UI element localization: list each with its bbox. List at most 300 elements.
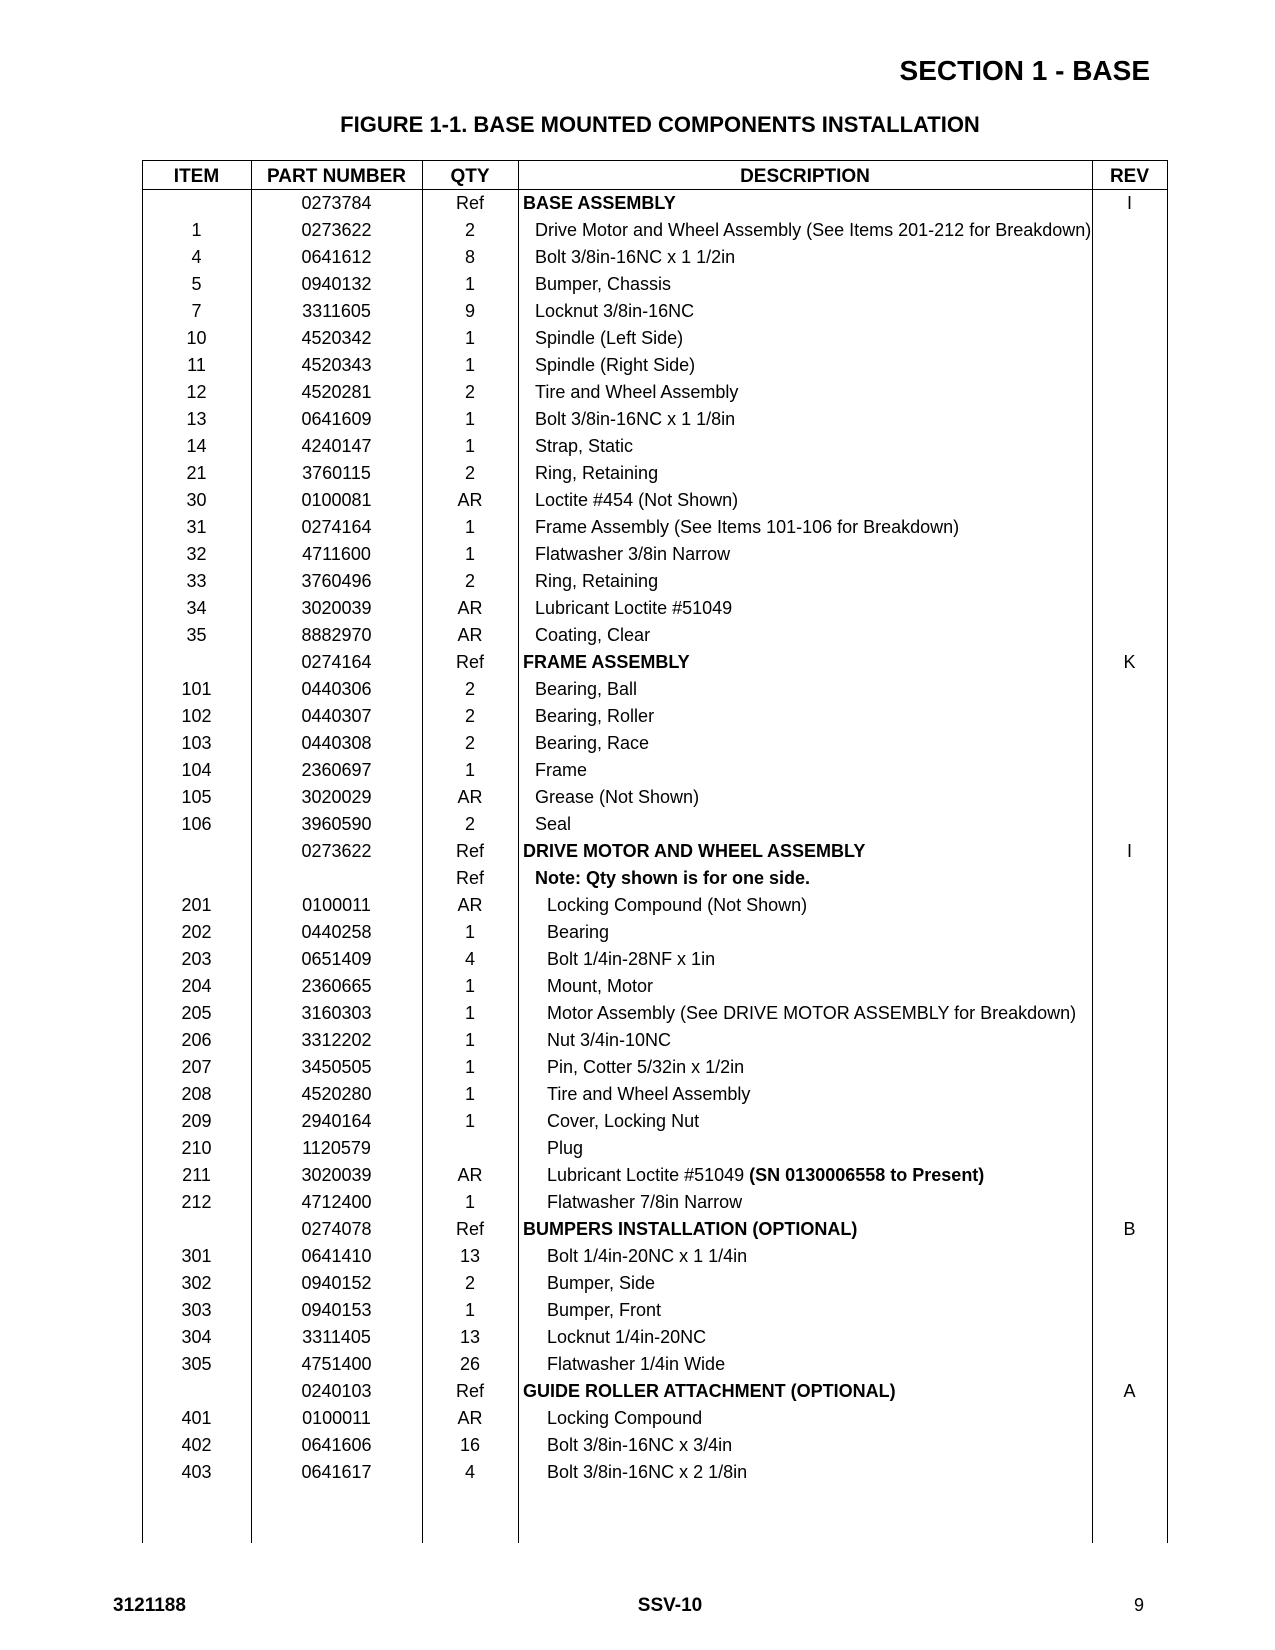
description-text: Frame Assembly (See Items 101-106 for Breakdown) bbox=[535, 517, 960, 537]
table-row bbox=[142, 190, 1167, 217]
description-cell bbox=[518, 814, 1092, 835]
qty-cell: AR bbox=[457, 598, 483, 618]
table-row bbox=[142, 865, 1167, 892]
description-cell bbox=[518, 895, 1092, 916]
qty-cell: 16 bbox=[459, 1435, 481, 1455]
qty-cell: 1 bbox=[464, 436, 475, 456]
qty-cell: Ref bbox=[455, 1219, 484, 1239]
qty-cell: 2 bbox=[464, 1273, 475, 1293]
description-cell bbox=[518, 193, 1092, 214]
description-text: Grease (Not Shown) bbox=[535, 787, 700, 807]
rev-cell bbox=[1092, 544, 1167, 565]
part-number-cell: 0274164 bbox=[301, 652, 372, 672]
item-cell: 102 bbox=[181, 706, 212, 726]
qty-cell: Ref bbox=[455, 1381, 484, 1401]
qty-cell: Ref bbox=[455, 193, 484, 213]
qty-cell: Ref bbox=[455, 652, 484, 672]
table-row bbox=[142, 1027, 1167, 1054]
item-cell: 34 bbox=[186, 598, 207, 618]
part-number-cell: 3450505 bbox=[301, 1057, 372, 1077]
qty-cell: AR bbox=[457, 1408, 483, 1428]
description-cell bbox=[518, 787, 1092, 808]
description-cell bbox=[518, 1219, 1092, 1240]
description-text: Seal bbox=[535, 814, 572, 834]
rev-cell bbox=[1092, 355, 1167, 376]
description-cell bbox=[518, 1273, 1092, 1294]
part-number-cell: 4520280 bbox=[301, 1084, 372, 1104]
rev-cell bbox=[1092, 1057, 1167, 1078]
description-text: Motor Assembly (See DRIVE MOTOR ASSEMBLY for Breakdown) bbox=[547, 1003, 1077, 1023]
description-text: Spindle (Right Side) bbox=[535, 355, 696, 375]
qty-cell: 1 bbox=[464, 1300, 475, 1320]
description-cell bbox=[518, 1084, 1092, 1105]
document-number: 3121188 bbox=[113, 1595, 186, 1616]
item-cell: 301 bbox=[181, 1246, 212, 1266]
description-text: Bearing bbox=[547, 922, 610, 942]
description-cell bbox=[518, 490, 1092, 511]
qty-cell: 1 bbox=[464, 976, 475, 996]
part-number-cell: 4520343 bbox=[301, 355, 372, 375]
description-text: Bearing, Race bbox=[535, 733, 650, 753]
description-cell bbox=[518, 976, 1092, 997]
model-name: SSV-10 bbox=[637, 1595, 703, 1616]
item-cell: 402 bbox=[181, 1435, 212, 1455]
table-row bbox=[142, 406, 1167, 433]
table-row bbox=[142, 649, 1167, 676]
description-cell bbox=[518, 355, 1092, 376]
table-row bbox=[142, 1081, 1167, 1108]
description-text: Bolt 3/8in-16NC x 1 1/2in bbox=[535, 247, 736, 267]
rev-cell bbox=[1092, 1462, 1167, 1483]
description-text: Cover, Locking Nut bbox=[547, 1111, 700, 1131]
part-number-cell: 4712400 bbox=[301, 1192, 372, 1212]
description-text: Bolt 3/8in-16NC x 2 1/8in bbox=[547, 1462, 748, 1482]
description-cell bbox=[518, 868, 1092, 889]
qty-cell: 1 bbox=[464, 922, 475, 942]
item-cell: 12 bbox=[186, 382, 207, 402]
item-cell: 206 bbox=[181, 1030, 212, 1050]
description-text: Bolt 1/4in-20NC x 1 1/4in bbox=[547, 1246, 748, 1266]
item-cell: 105 bbox=[181, 787, 212, 807]
part-number-cell: 0641410 bbox=[301, 1246, 372, 1266]
item-cell: 4 bbox=[191, 247, 202, 267]
description-text: Lubricant Loctite #51049 bbox=[547, 1165, 745, 1185]
rev-cell bbox=[1092, 463, 1167, 484]
description-text: Bolt 3/8in-16NC x 3/4in bbox=[547, 1435, 733, 1455]
description-cell bbox=[518, 571, 1092, 592]
rev-cell bbox=[1092, 1111, 1167, 1132]
description-cell bbox=[518, 220, 1092, 241]
qty-cell: Ref bbox=[455, 868, 484, 888]
item-cell: 7 bbox=[191, 301, 202, 321]
description-text: Ring, Retaining bbox=[535, 571, 659, 591]
part-number-cell: 3020039 bbox=[301, 1165, 372, 1185]
part-number-cell: 0100011 bbox=[302, 1408, 371, 1428]
table-row bbox=[142, 757, 1167, 784]
rev-cell bbox=[1092, 679, 1167, 700]
table-row bbox=[142, 1378, 1167, 1405]
table-row bbox=[142, 352, 1167, 379]
description-text: Lubricant Loctite #51049 bbox=[535, 598, 733, 618]
item-cell: 303 bbox=[181, 1300, 212, 1320]
table-right-border bbox=[1167, 160, 1168, 1543]
part-number-cell bbox=[251, 868, 422, 889]
part-number-cell: 0273784 bbox=[301, 193, 372, 213]
rev-cell bbox=[1092, 1327, 1167, 1348]
part-number-cell: 3312202 bbox=[301, 1030, 372, 1050]
item-cell: 207 bbox=[181, 1057, 212, 1077]
part-number-cell: 0440258 bbox=[301, 922, 372, 942]
rev-cell bbox=[1092, 976, 1167, 997]
rev-cell bbox=[1092, 436, 1167, 457]
item-cell: 208 bbox=[181, 1084, 212, 1104]
rev-cell bbox=[1092, 382, 1167, 403]
rev-cell bbox=[1092, 1246, 1167, 1267]
description-cell bbox=[518, 1057, 1092, 1078]
qty-cell: 1 bbox=[464, 328, 475, 348]
description-cell bbox=[518, 679, 1092, 700]
description-text: Spindle (Left Side) bbox=[535, 328, 684, 348]
rev-cell bbox=[1092, 328, 1167, 349]
part-number-cell: 2360697 bbox=[301, 760, 372, 780]
item-cell: 201 bbox=[181, 895, 212, 915]
table-row bbox=[142, 1297, 1167, 1324]
description-text: BUMPERS INSTALLATION (OPTIONAL) bbox=[523, 1219, 858, 1239]
description-cell bbox=[518, 625, 1092, 646]
item-cell: 202 bbox=[181, 922, 212, 942]
part-number-cell: 0273622 bbox=[301, 220, 372, 240]
description-text: Ring, Retaining bbox=[535, 463, 659, 483]
part-number-cell: 0940152 bbox=[301, 1273, 372, 1293]
rev-cell bbox=[1092, 409, 1167, 430]
rev-cell bbox=[1092, 490, 1167, 511]
table-row bbox=[142, 379, 1167, 406]
table-row bbox=[142, 1432, 1167, 1459]
description-text: Bolt 1/4in-28NF x 1in bbox=[547, 949, 716, 969]
qty-cell: 8 bbox=[464, 247, 475, 267]
table-row bbox=[142, 433, 1167, 460]
description-text: Tire and Wheel Assembly bbox=[535, 382, 739, 402]
item-cell: 13 bbox=[186, 409, 207, 429]
rev-cell bbox=[1092, 895, 1167, 916]
column-header-item: ITEM bbox=[173, 166, 220, 187]
qty-cell: 4 bbox=[464, 1462, 475, 1482]
rev-cell bbox=[1092, 301, 1167, 322]
description-text: Bumper, Side bbox=[547, 1273, 656, 1293]
rev-cell bbox=[1092, 598, 1167, 619]
part-number-cell: 8882970 bbox=[301, 625, 372, 645]
rev-cell bbox=[1092, 868, 1167, 889]
part-number-cell: 4240147 bbox=[301, 436, 372, 456]
description-text: Locknut 3/8in-16NC bbox=[535, 301, 695, 321]
part-number-cell: 0940153 bbox=[301, 1300, 372, 1320]
description-cell bbox=[518, 1462, 1092, 1483]
description-cell bbox=[518, 922, 1092, 943]
item-cell: 209 bbox=[181, 1111, 212, 1131]
table-row bbox=[142, 973, 1167, 1000]
rev-cell bbox=[1092, 922, 1167, 943]
qty-cell: Ref bbox=[455, 841, 484, 861]
item-cell: 211 bbox=[182, 1165, 211, 1185]
rev-cell bbox=[1092, 1138, 1167, 1159]
description-cell bbox=[518, 1111, 1092, 1132]
part-number-cell: 3311405 bbox=[302, 1327, 371, 1347]
column-header-description: DESCRIPTION bbox=[740, 166, 870, 187]
description-cell bbox=[518, 274, 1092, 295]
part-number-cell: 0274078 bbox=[301, 1219, 372, 1239]
rev-cell: K bbox=[1123, 652, 1136, 672]
description-text: BASE ASSEMBLY bbox=[523, 193, 676, 213]
part-number-cell: 3020039 bbox=[301, 598, 372, 618]
qty-cell: 1 bbox=[464, 1057, 475, 1077]
description-cell bbox=[518, 1435, 1092, 1456]
figure-title: FIGURE 1-1. BASE MOUNTED COMPONENTS INSTALLATION bbox=[340, 112, 980, 137]
table-row bbox=[142, 217, 1167, 244]
description-text: Drive Motor and Wheel Assembly (See Items 201-212 for Breakdown) bbox=[535, 220, 1092, 240]
qty-cell: 1 bbox=[464, 517, 475, 537]
item-cell: 103 bbox=[181, 733, 212, 753]
description-cell bbox=[518, 652, 1092, 673]
qty-cell: 2 bbox=[464, 220, 475, 240]
description-cell bbox=[518, 1327, 1092, 1348]
item-cell: 5 bbox=[191, 274, 202, 294]
rev-cell: B bbox=[1123, 1219, 1136, 1239]
table-row bbox=[142, 1270, 1167, 1297]
description-cell bbox=[518, 598, 1092, 619]
qty-cell: 2 bbox=[464, 571, 475, 591]
table-header bbox=[142, 160, 1167, 189]
rev-cell bbox=[1092, 949, 1167, 970]
table-row bbox=[142, 946, 1167, 973]
part-number-cell: 2360665 bbox=[301, 976, 372, 996]
table-row bbox=[142, 919, 1167, 946]
part-number-cell: 0641617 bbox=[301, 1462, 372, 1482]
description-text: Bumper, Front bbox=[547, 1300, 662, 1320]
qty-cell: 2 bbox=[464, 679, 475, 699]
description-cell bbox=[518, 436, 1092, 457]
description-text: Bearing, Ball bbox=[535, 679, 638, 699]
description-text: Locking Compound bbox=[547, 1408, 703, 1428]
rev-cell bbox=[1092, 1084, 1167, 1105]
rev-cell bbox=[1092, 220, 1167, 241]
section-title: SECTION 1 - BASE bbox=[899, 55, 1150, 86]
rev-cell bbox=[1092, 1300, 1167, 1321]
qty-cell: 1 bbox=[464, 544, 475, 564]
item-cell bbox=[142, 868, 251, 889]
rev-cell bbox=[1092, 1273, 1167, 1294]
item-cell: 403 bbox=[181, 1462, 212, 1482]
rev-cell bbox=[1092, 706, 1167, 727]
rev-cell bbox=[1092, 1435, 1167, 1456]
qty-cell: 13 bbox=[459, 1246, 481, 1266]
table-row bbox=[142, 460, 1167, 487]
description-cell bbox=[518, 1165, 1092, 1186]
description-text: Plug bbox=[547, 1138, 584, 1158]
table-row bbox=[142, 541, 1167, 568]
description-cell bbox=[518, 301, 1092, 322]
qty-cell: 1 bbox=[464, 1030, 475, 1050]
part-number-cell: 0641612 bbox=[301, 247, 372, 267]
rev-cell: I bbox=[1126, 841, 1132, 861]
part-number-cell: 3311605 bbox=[302, 301, 371, 321]
part-number-cell: 4711600 bbox=[302, 544, 371, 564]
description-cell bbox=[518, 409, 1092, 430]
description-text: Flatwasher 7/8in Narrow bbox=[547, 1192, 743, 1212]
page-number: 9 bbox=[1133, 1595, 1144, 1615]
description-text: Tire and Wheel Assembly bbox=[547, 1084, 751, 1104]
description-text: Locknut 1/4in-20NC bbox=[547, 1327, 707, 1347]
item-cell: 401 bbox=[181, 1408, 212, 1428]
item-cell: 204 bbox=[181, 976, 212, 996]
part-number-cell: 0651409 bbox=[301, 949, 372, 969]
table-row bbox=[142, 1189, 1167, 1216]
item-cell bbox=[142, 652, 251, 673]
table-row bbox=[142, 595, 1167, 622]
description-text: GUIDE ROLLER ATTACHMENT (OPTIONAL) bbox=[523, 1381, 896, 1401]
qty-cell: 2 bbox=[464, 706, 475, 726]
table-row bbox=[142, 1324, 1167, 1351]
qty-cell: 1 bbox=[464, 409, 475, 429]
description-cell bbox=[518, 1138, 1092, 1159]
part-number-cell: 0100081 bbox=[301, 490, 372, 510]
table-row bbox=[142, 244, 1167, 271]
table-row bbox=[142, 514, 1167, 541]
item-cell: 104 bbox=[181, 760, 212, 780]
rev-cell bbox=[1092, 571, 1167, 592]
part-number-cell: 3760115 bbox=[302, 463, 371, 483]
qty-cell: 2 bbox=[464, 733, 475, 753]
rev-cell bbox=[1092, 787, 1167, 808]
qty-cell: 1 bbox=[464, 1192, 475, 1212]
item-cell: 205 bbox=[181, 1003, 212, 1023]
rev-cell bbox=[1092, 1408, 1167, 1429]
description-cell bbox=[518, 1030, 1092, 1051]
description-cell bbox=[518, 760, 1092, 781]
table-row bbox=[142, 892, 1167, 919]
part-number-cell: 3160303 bbox=[301, 1003, 372, 1023]
description-text: FRAME ASSEMBLY bbox=[523, 652, 690, 672]
qty-cell: 2 bbox=[464, 463, 475, 483]
part-number-cell: 0100011 bbox=[302, 895, 371, 915]
table-row bbox=[142, 622, 1167, 649]
description-text: Flatwasher 3/8in Narrow bbox=[535, 544, 731, 564]
rev-cell bbox=[1092, 625, 1167, 646]
table-row bbox=[142, 1351, 1167, 1378]
part-number-cell: 0641609 bbox=[301, 409, 372, 429]
qty-cell: AR bbox=[457, 787, 483, 807]
parts-table bbox=[142, 160, 1167, 1543]
part-number-cell: 0440308 bbox=[301, 733, 372, 753]
rev-cell bbox=[1092, 814, 1167, 835]
rev-cell: I bbox=[1126, 193, 1132, 213]
part-number-cell: 3960590 bbox=[301, 814, 372, 834]
description-text: Pin, Cotter 5/32in x 1/2in bbox=[547, 1057, 745, 1077]
item-cell: 10 bbox=[186, 328, 207, 348]
item-cell: 302 bbox=[181, 1273, 212, 1293]
description-text: Frame bbox=[535, 760, 588, 780]
part-number-cell: 4520281 bbox=[301, 382, 372, 402]
column-header-rev: REV bbox=[1109, 166, 1150, 187]
item-cell bbox=[142, 841, 251, 862]
description-cell bbox=[518, 1354, 1092, 1375]
item-cell: 203 bbox=[181, 949, 212, 969]
column-header-qty: QTY bbox=[450, 166, 490, 187]
qty-cell: 2 bbox=[464, 382, 475, 402]
description-cell bbox=[518, 517, 1092, 538]
description-cell bbox=[518, 463, 1092, 484]
description-text: Note: Qty shown is for one side. bbox=[535, 868, 811, 888]
item-cell: 305 bbox=[181, 1354, 212, 1374]
serial-range-note: (SN 0130006558 to Present) bbox=[749, 1165, 985, 1185]
rev-cell bbox=[1092, 1192, 1167, 1213]
description-text: Locking Compound (Not Shown) bbox=[547, 895, 808, 915]
item-cell: 304 bbox=[181, 1327, 212, 1347]
description-cell bbox=[518, 1003, 1092, 1024]
description-cell bbox=[518, 706, 1092, 727]
description-cell bbox=[518, 841, 1092, 862]
table-row bbox=[142, 568, 1167, 595]
part-number-cell: 0440307 bbox=[301, 706, 372, 726]
rev-cell bbox=[1092, 1354, 1167, 1375]
item-cell: 33 bbox=[186, 571, 207, 591]
rev-cell bbox=[1092, 1165, 1167, 1186]
part-number-cell: 0273622 bbox=[301, 841, 372, 861]
description-cell bbox=[518, 382, 1092, 403]
description-cell bbox=[518, 1408, 1092, 1429]
table-row bbox=[142, 325, 1167, 352]
item-cell: 30 bbox=[186, 490, 207, 510]
table-row bbox=[142, 1405, 1167, 1432]
table-row bbox=[142, 298, 1167, 325]
description-text: Bearing, Roller bbox=[535, 706, 655, 726]
part-number-cell: 0440306 bbox=[301, 679, 372, 699]
description-cell bbox=[518, 1246, 1092, 1267]
table-row bbox=[142, 271, 1167, 298]
description-text: DRIVE MOTOR AND WHEEL ASSEMBLY bbox=[523, 841, 866, 861]
qty-cell: AR bbox=[457, 1165, 483, 1185]
description-text: Nut 3/4in-10NC bbox=[547, 1030, 672, 1050]
qty-cell: 1 bbox=[464, 1111, 475, 1131]
table-row bbox=[142, 1162, 1167, 1189]
qty-cell: 13 bbox=[459, 1327, 481, 1347]
item-cell: 101 bbox=[181, 679, 212, 699]
table-row bbox=[142, 1000, 1167, 1027]
description-text: Mount, Motor bbox=[547, 976, 654, 996]
item-cell: 21 bbox=[186, 463, 207, 483]
qty-cell: AR bbox=[457, 895, 483, 915]
table-row bbox=[142, 1216, 1167, 1243]
part-number-cell: 3020029 bbox=[301, 787, 372, 807]
part-number-cell: 0274164 bbox=[301, 517, 372, 537]
table-row bbox=[142, 838, 1167, 865]
table-body bbox=[142, 190, 1167, 1486]
description-text: Coating, Clear bbox=[535, 625, 651, 645]
description-cell bbox=[518, 328, 1092, 349]
description-cell bbox=[518, 247, 1092, 268]
item-cell: 11 bbox=[187, 355, 206, 375]
rev-cell bbox=[1092, 1003, 1167, 1024]
item-cell: 35 bbox=[186, 625, 207, 645]
rev-cell bbox=[1092, 733, 1167, 754]
part-number-cell: 3760496 bbox=[301, 571, 372, 591]
table-row bbox=[142, 784, 1167, 811]
rev-cell: A bbox=[1123, 1381, 1136, 1401]
table-row bbox=[142, 811, 1167, 838]
part-number-cell: 0240103 bbox=[301, 1381, 372, 1401]
part-number-cell: 2940164 bbox=[301, 1111, 372, 1131]
qty-cell: 9 bbox=[464, 301, 475, 321]
column-header-part-number: PART NUMBER bbox=[267, 166, 406, 187]
